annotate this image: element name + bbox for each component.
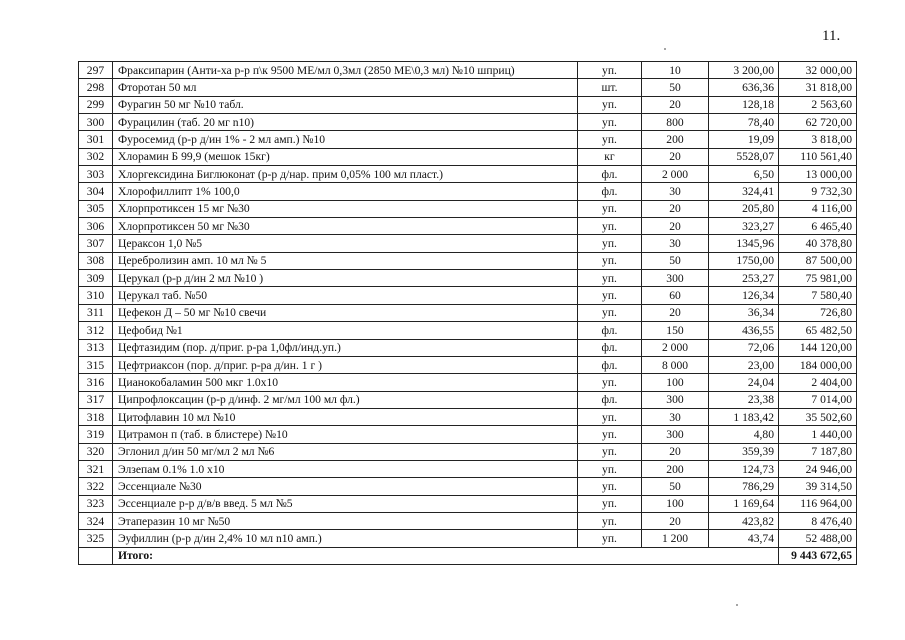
item-price: 3 200,00 [709, 62, 779, 79]
item-unit: уп. [578, 512, 642, 529]
item-price: 1345,96 [709, 235, 779, 252]
table-row [79, 252, 857, 269]
row-number: 318 [79, 408, 113, 425]
item-name: Цианокобаламин 500 мкг 1.0х10 [113, 374, 578, 391]
item-name: Хлоргексидина Биглюконат (р-р д/нар. прим 0,05% 100 мл пласт.) [113, 166, 578, 183]
item-price: 5528,07 [709, 148, 779, 165]
item-name: Этаперазин 10 мг №50 [113, 512, 578, 529]
item-quantity: 100 [642, 495, 709, 512]
item-sum: 3 818,00 [779, 131, 857, 148]
item-sum: 4 116,00 [779, 200, 857, 217]
item-unit: уп. [578, 235, 642, 252]
table-row [79, 512, 857, 529]
row-number: 325 [79, 530, 113, 547]
row-number: 324 [79, 512, 113, 529]
item-sum: 2 404,00 [779, 374, 857, 391]
item-name: Эссенциале р-р д/в/в введ. 5 мл №5 [113, 495, 578, 512]
item-unit: уп. [578, 443, 642, 460]
item-unit: уп. [578, 270, 642, 287]
item-name: Хлорамин Б 99,9 (мешок 15кг) [113, 148, 578, 165]
item-sum: 1 440,00 [779, 426, 857, 443]
row-number: 301 [79, 131, 113, 148]
total-row [79, 547, 857, 564]
item-sum: 116 964,00 [779, 495, 857, 512]
item-unit: фл. [578, 166, 642, 183]
item-name: Ципрофлоксацин (р-р д/инф. 2 мг/мл 100 мл фл.) [113, 391, 578, 408]
row-number: 316 [79, 374, 113, 391]
table-row [79, 391, 857, 408]
table-row [79, 287, 857, 304]
table-row [79, 530, 857, 547]
table-row [79, 408, 857, 425]
item-price: 36,34 [709, 304, 779, 321]
item-quantity: 50 [642, 478, 709, 495]
row-number: 312 [79, 322, 113, 339]
item-quantity: 300 [642, 391, 709, 408]
item-price: 24,04 [709, 374, 779, 391]
table-row [79, 79, 857, 96]
item-unit: кг [578, 148, 642, 165]
item-unit: уп. [578, 426, 642, 443]
item-price: 128,18 [709, 96, 779, 113]
item-price: 4,80 [709, 426, 779, 443]
item-name: Цефтриаксон (пор. д/приг. р-ра д/ин. 1 г ) [113, 356, 578, 373]
row-number: 320 [79, 443, 113, 460]
item-unit: уп. [578, 304, 642, 321]
row-number: 317 [79, 391, 113, 408]
row-number: 298 [79, 79, 113, 96]
item-name: Цефобид №1 [113, 322, 578, 339]
item-unit: уп. [578, 252, 642, 269]
item-sum: 32 000,00 [779, 62, 857, 79]
item-sum: 31 818,00 [779, 79, 857, 96]
item-unit: уп. [578, 114, 642, 131]
item-quantity: 30 [642, 183, 709, 200]
item-quantity: 300 [642, 270, 709, 287]
item-price: 19,09 [709, 131, 779, 148]
item-sum: 184 000,00 [779, 356, 857, 373]
table-row [79, 374, 857, 391]
item-name: Элзепам 0.1% 1.0 х10 [113, 460, 578, 477]
item-unit: уп. [578, 287, 642, 304]
table-body [79, 62, 857, 565]
item-name: Церебролизин амп. 10 мл № 5 [113, 252, 578, 269]
item-quantity: 20 [642, 304, 709, 321]
row-number: 323 [79, 495, 113, 512]
item-quantity: 200 [642, 460, 709, 477]
item-price: 253,27 [709, 270, 779, 287]
item-quantity: 20 [642, 443, 709, 460]
item-unit: уп. [578, 530, 642, 547]
item-sum: 65 482,50 [779, 322, 857, 339]
item-quantity: 50 [642, 252, 709, 269]
table-row [79, 322, 857, 339]
row-number: 302 [79, 148, 113, 165]
item-quantity: 2 000 [642, 339, 709, 356]
item-quantity: 8 000 [642, 356, 709, 373]
item-name: Церукал таб. №50 [113, 287, 578, 304]
item-quantity: 300 [642, 426, 709, 443]
row-number: 306 [79, 218, 113, 235]
item-sum: 6 465,40 [779, 218, 857, 235]
table-row [79, 304, 857, 321]
item-price: 78,40 [709, 114, 779, 131]
item-quantity: 20 [642, 512, 709, 529]
table-row [79, 218, 857, 235]
row-number: 299 [79, 96, 113, 113]
item-quantity: 30 [642, 235, 709, 252]
table-row [79, 270, 857, 287]
item-price: 1 183,42 [709, 408, 779, 425]
item-sum: 2 563,60 [779, 96, 857, 113]
table-row [79, 478, 857, 495]
item-unit: уп. [578, 218, 642, 235]
item-price: 43,74 [709, 530, 779, 547]
table-row [79, 96, 857, 113]
item-price: 6,50 [709, 166, 779, 183]
item-unit: уп. [578, 495, 642, 512]
item-quantity: 100 [642, 374, 709, 391]
table-row [79, 166, 857, 183]
item-unit: фл. [578, 391, 642, 408]
item-sum: 62 720,00 [779, 114, 857, 131]
item-name: Хлорофиллипт 1% 100,0 [113, 183, 578, 200]
item-price: 636,36 [709, 79, 779, 96]
item-quantity: 200 [642, 131, 709, 148]
item-unit: уп. [578, 408, 642, 425]
table-row [79, 235, 857, 252]
item-price: 423,82 [709, 512, 779, 529]
item-sum: 7 187,80 [779, 443, 857, 460]
item-name: Церукал (р-р д/ин 2 мл №10 ) [113, 270, 578, 287]
scan-speck [664, 48, 666, 50]
item-sum: 7 580,40 [779, 287, 857, 304]
row-number: 310 [79, 287, 113, 304]
item-unit: уп. [578, 478, 642, 495]
page-number: 11. [822, 28, 841, 44]
item-sum: 110 561,40 [779, 148, 857, 165]
row-number: 304 [79, 183, 113, 200]
item-unit: уп. [578, 200, 642, 217]
row-number: 303 [79, 166, 113, 183]
item-quantity: 2 000 [642, 166, 709, 183]
item-quantity: 150 [642, 322, 709, 339]
item-sum: 8 476,40 [779, 512, 857, 529]
total-blank-cell [79, 547, 113, 564]
item-quantity: 30 [642, 408, 709, 425]
item-price: 323,27 [709, 218, 779, 235]
item-quantity: 20 [642, 200, 709, 217]
scan-speck [736, 604, 738, 606]
table-row [79, 460, 857, 477]
row-number: 319 [79, 426, 113, 443]
row-number: 308 [79, 252, 113, 269]
drug-table [78, 61, 857, 565]
row-number: 322 [79, 478, 113, 495]
item-unit: уп. [578, 131, 642, 148]
table-row [79, 426, 857, 443]
item-price: 126,34 [709, 287, 779, 304]
item-sum: 9 732,30 [779, 183, 857, 200]
table-row [79, 131, 857, 148]
item-price: 359,39 [709, 443, 779, 460]
item-price: 23,38 [709, 391, 779, 408]
row-number: 311 [79, 304, 113, 321]
row-number: 315 [79, 356, 113, 373]
item-name: Хлорпротиксен 15 мг №30 [113, 200, 578, 217]
item-sum: 35 502,60 [779, 408, 857, 425]
row-number: 297 [79, 62, 113, 79]
item-quantity: 50 [642, 79, 709, 96]
item-unit: фл. [578, 183, 642, 200]
total-label: Итого: [113, 547, 779, 564]
item-name: Эглонил д/ин 50 мг/мл 2 мл №6 [113, 443, 578, 460]
item-price: 124,73 [709, 460, 779, 477]
item-unit: фл. [578, 339, 642, 356]
item-unit: уп. [578, 62, 642, 79]
item-name: Фурацилин (таб. 20 мг n10) [113, 114, 578, 131]
item-sum: 40 378,80 [779, 235, 857, 252]
item-price: 324,41 [709, 183, 779, 200]
item-quantity: 1 200 [642, 530, 709, 547]
row-number: 305 [79, 200, 113, 217]
table-row [79, 200, 857, 217]
item-quantity: 20 [642, 148, 709, 165]
table-row [79, 356, 857, 373]
item-name: Эссенциале №30 [113, 478, 578, 495]
item-price: 23,00 [709, 356, 779, 373]
item-price: 1 169,64 [709, 495, 779, 512]
item-name: Эуфиллин (р-р д/ин 2,4% 10 мл n10 амп.) [113, 530, 578, 547]
item-price: 786,29 [709, 478, 779, 495]
row-number: 321 [79, 460, 113, 477]
table-row [79, 339, 857, 356]
item-unit: шт. [578, 79, 642, 96]
item-quantity: 20 [642, 96, 709, 113]
item-name: Фраксипарин (Анти-ха р-р п\к 9500 МЕ/мл 0,3мл (2850 МЕ\0,3 мл) №10 шприц) [113, 62, 578, 79]
item-sum: 726,80 [779, 304, 857, 321]
item-sum: 52 488,00 [779, 530, 857, 547]
table-row [79, 183, 857, 200]
item-quantity: 10 [642, 62, 709, 79]
item-name: Фторотан 50 мл [113, 79, 578, 96]
item-price: 436,55 [709, 322, 779, 339]
row-number: 300 [79, 114, 113, 131]
item-unit: фл. [578, 356, 642, 373]
item-name: Цефтазидим (пор. д/приг. р-ра 1,0фл/инд.уп.) [113, 339, 578, 356]
row-number: 307 [79, 235, 113, 252]
item-price: 72,06 [709, 339, 779, 356]
item-name: Цераксон 1,0 №5 [113, 235, 578, 252]
item-sum: 87 500,00 [779, 252, 857, 269]
table-row [79, 62, 857, 79]
table-row [79, 148, 857, 165]
item-quantity: 20 [642, 218, 709, 235]
total-value: 9 443 672,65 [779, 547, 857, 564]
item-sum: 7 014,00 [779, 391, 857, 408]
item-sum: 13 000,00 [779, 166, 857, 183]
item-quantity: 800 [642, 114, 709, 131]
item-sum: 75 981,00 [779, 270, 857, 287]
item-name: Фуросемид (р-р д/ин 1% - 2 мл амп.) №10 [113, 131, 578, 148]
item-name: Цитофлавин 10 мл №10 [113, 408, 578, 425]
item-name: Фурагин 50 мг №10 табл. [113, 96, 578, 113]
item-name: Хлорпротиксен 50 мг №30 [113, 218, 578, 235]
item-sum: 144 120,00 [779, 339, 857, 356]
item-name: Цефекон Д – 50 мг №10 свечи [113, 304, 578, 321]
item-sum: 39 314,50 [779, 478, 857, 495]
item-name: Цитрамон п (таб. в блистере) №10 [113, 426, 578, 443]
row-number: 313 [79, 339, 113, 356]
item-unit: уп. [578, 374, 642, 391]
item-sum: 24 946,00 [779, 460, 857, 477]
row-number: 309 [79, 270, 113, 287]
table-row [79, 114, 857, 131]
item-unit: уп. [578, 460, 642, 477]
item-unit: фл. [578, 322, 642, 339]
table-row [79, 443, 857, 460]
item-quantity: 60 [642, 287, 709, 304]
item-unit: уп. [578, 96, 642, 113]
table-row [79, 495, 857, 512]
item-price: 205,80 [709, 200, 779, 217]
item-price: 1750,00 [709, 252, 779, 269]
